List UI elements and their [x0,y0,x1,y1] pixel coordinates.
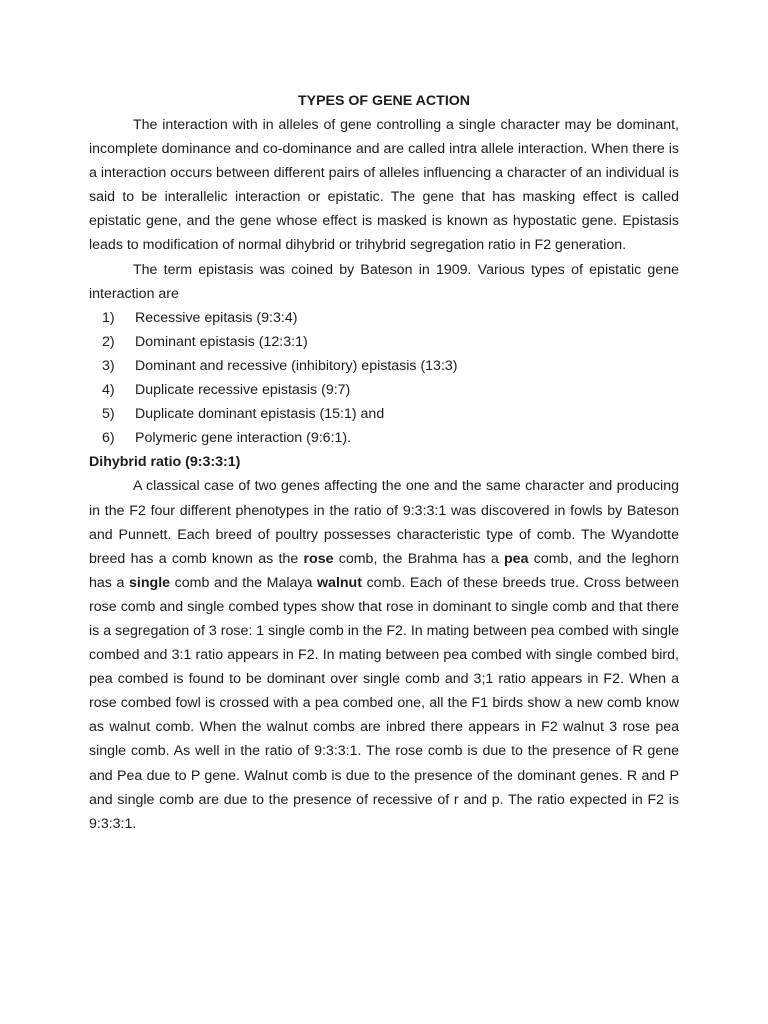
list-item-number: 1) [102,309,115,326]
section-heading: Dihybrid ratio (9:3:3:1) [89,454,241,471]
list-item-text: Polymeric gene interaction (9:6:1). [135,430,352,447]
list-item [89,402,679,426]
document-page [89,86,679,836]
list-item-number: 5) [102,406,115,423]
epistasis-types-list [89,306,679,451]
list-item-text: Duplicate recessive epistasis (9:7) [135,382,351,399]
text-run: comb, the Brahma has a [333,550,505,567]
list-item-number: 3) [102,357,115,374]
list-item-text: Recessive epitasis (9:3:4) [135,309,298,326]
list-item-text: Dominant epistasis (12:3:1) [135,333,308,350]
list-item [89,330,679,354]
list-item [89,378,679,402]
list-item [89,426,679,450]
list-item-text: Duplicate dominant epistasis (15:1) and [135,406,385,423]
epistasis-paragraph: The term epistasis was coined by Bateson in 1909. Various types of epistatic gene interaction are [89,261,679,302]
intro-paragraph: The interaction with in alleles of gene controlling a single character may be dominant, incomplete dominance and co-dominance and are called intra allele interaction. When there is a interaction occurs between different pairs of alleles influencing a character of an individual is said to be interallelic interaction or epistatic. The gene that has masking effect is called epistatic gene, and the gene whose effect is masked is known as hypostatic gene. Epistasis leads to modification of normal dihybrid or trihybrid segregation ratio in F2 generation. [89,117,679,254]
bold-term: pea [504,550,529,567]
list-item [89,354,679,378]
text-run: comb. Each of these breeds true. Cross between rose comb and single combed types show that rose in dominant to single comb and that there is a segregation of 3 rose: 1 single comb in the F2. In mating between pea combed with single combed and 3:1 ratio appears in F2. In mating between pea combed with single combed bird, pea combed is found to be dominant over single comb and 3;1 ratio appears in F2. When a rose combed fowl is crossed with a pea combed one, all the F1 birds show a new comb know as walnut comb. When the walnut combs are inbred there appears in F2 walnut 3 rose pea single comb. As well in the ratio of 9:3:3:1. The rose comb is due to the presence of R gene and Pea due to P gene. Walnut comb is due to the presence of the dominant genes. R and P and single comb are due to the presence of recessive of r and p. The ratio expected in F2 is 9:3:3:1. [89,574,679,832]
text-run: comb and the Malaya [170,574,318,591]
bold-term: single [129,574,171,591]
list-item-number: 6) [102,430,115,447]
list-item [89,306,679,330]
bold-term: rose [303,550,334,567]
list-item-number: 4) [102,382,115,399]
list-item-number: 2) [102,333,115,350]
dihybrid-paragraph [89,474,679,835]
text-run: comb, and the leghorn has a [89,550,679,591]
text-run: A classical case of two genes affecting the one and the same character and producing in the F2 four different phenotypes in the ratio of 9:3:3:1 was discovered in fowls by Bateson and Punnett. Each breed of poultry possesses characteristic type of comb. The Wyandotte breed has a comb known as the [89,478,679,567]
list-item-text: Dominant and recessive (inhibitory) epistasis (13:3) [135,357,458,374]
bold-term: walnut [317,574,362,591]
document-title: TYPES OF GENE ACTION [297,93,471,109]
